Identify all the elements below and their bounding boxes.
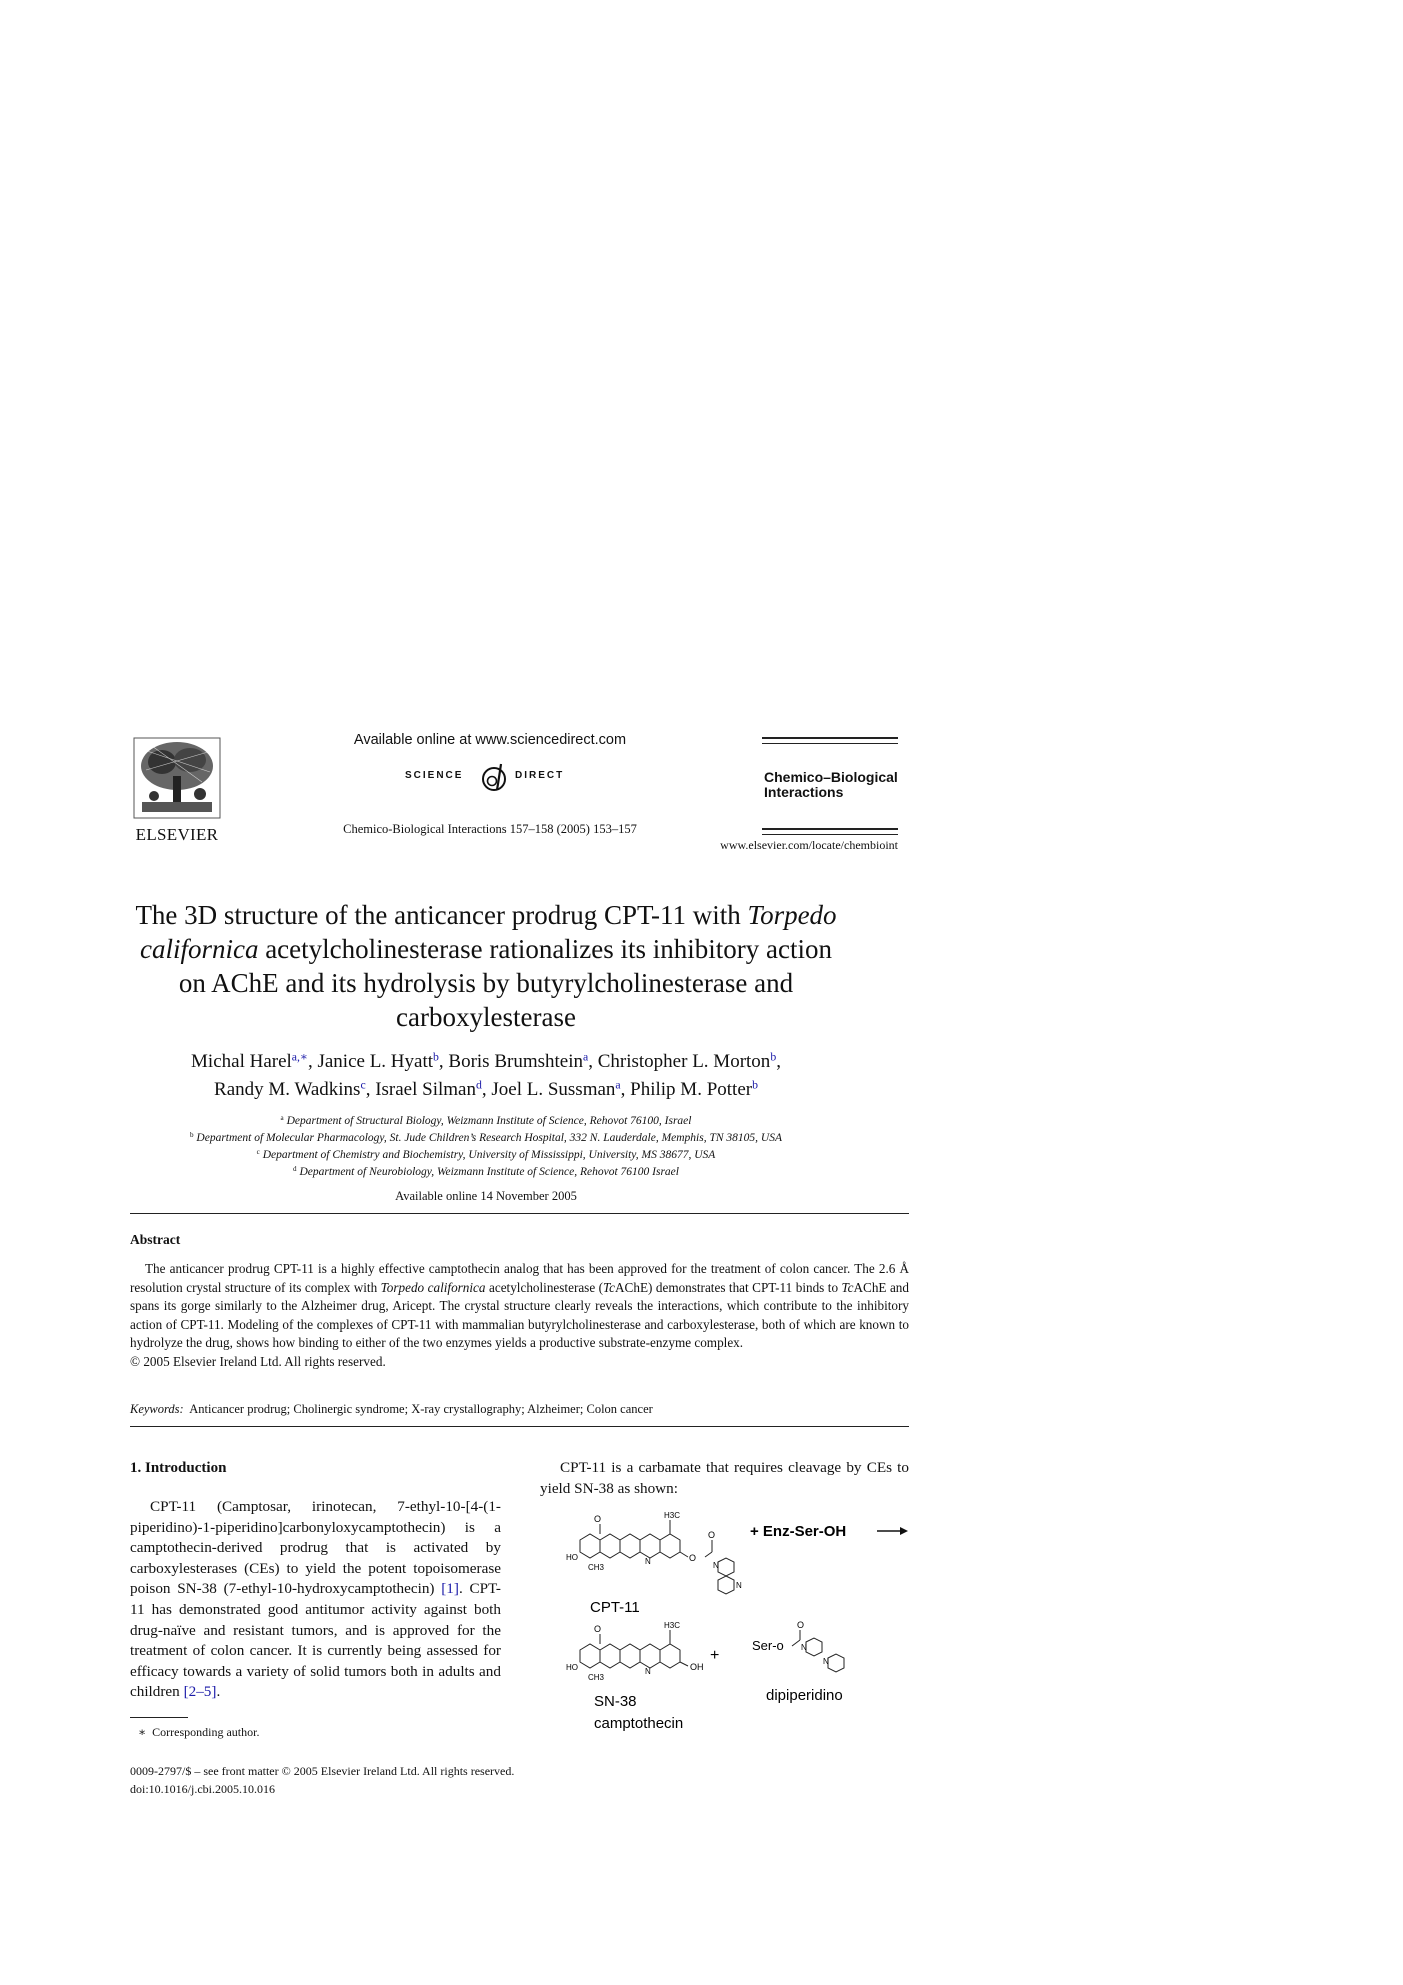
corresponding-author-footnote: ∗ Corresponding author. [138,1725,260,1739]
journal-name-line1: Chemico–Biological [764,769,898,785]
affiliation: $^a$ Department of Structural Biology, Weizmann Institute of Science, Rehovot 76100, Israel [280,1114,692,1127]
citation: Chemico-Biological Interactions 157–158 (2005) 153–157 [343,822,637,836]
sn38-structure [580,1630,688,1668]
atom-label: N [645,1667,651,1676]
sciencedirect-d-icon [477,760,511,794]
keywords [130,1402,653,1417]
sciencedirect-logo [405,760,595,794]
atom-label: O [689,1553,697,1563]
author[interactable]: Philip M. Potter$^b$ [630,1078,758,1100]
sciencedirect-right-text: DIRECT [515,770,565,781]
atom-label: CH3 [588,1673,605,1682]
author[interactable]: Israel Silman$^d$ [375,1078,482,1100]
atom-label: CH3 [588,1563,605,1572]
affiliation: $^c$ Department of Chemistry and Biochemistry, University of Mississippi, University, MS 38677, USA [256,1148,716,1161]
available-online-date: Available online 14 November 2005 [395,1189,577,1203]
sn38-label: SN-38 [594,1693,637,1710]
affiliation: $^b$ Department of Molecular Pharmacology, St. Jude Children’s Research Hospital, 332 N. Lauderdale, Memphis, TN 38105, USA [189,1131,783,1144]
dipiperidino-structure [792,1630,844,1672]
atom-label: N [713,1561,719,1570]
intro-right-paragraph: CPT-11 is a carbamate that requires cleavage by CEs to yield SN-38 as shown: [540,1459,909,1497]
citation-link[interactable]: [1] [441,1580,459,1598]
author[interactable]: Boris Brumshtein$^a$ [448,1050,589,1072]
elsevier-logo [132,736,222,844]
atom-label: O [797,1620,805,1630]
publisher-name: ELSEVIER [135,825,219,844]
ser-label: Ser-o [752,1638,784,1653]
author[interactable]: Joel L. Sussman$^a$ [491,1078,621,1100]
reaction-scheme [560,1500,920,1760]
journal-name-line2: Interactions [764,784,844,800]
dipiperidino-label: dipiperidino [766,1687,843,1704]
keywords-label: Keywords: [130,1402,184,1416]
keywords-list: Anticancer prodrug; Cholinergic syndrome; X-ray crystallography; Alzheimer; Colon cancer [189,1402,653,1416]
atom-label: O [594,1624,602,1634]
doi-line[interactable]: doi:10.1016/j.cbi.2005.10.016 [130,1782,275,1796]
sciencedirect-left-text: SCIENCE [405,770,464,781]
citation-link[interactable]: [2–5] [183,1683,217,1701]
author[interactable]: Christopher L. Morton$^b$ [597,1050,777,1072]
author[interactable]: Randy M. Wadkins$^c$ [214,1078,366,1100]
atom-label: N [645,1557,651,1566]
issn-line: 0009-2797/$ – see front matter © 2005 Elsevier Ireland Ltd. All rights reserved. [130,1764,515,1778]
abstract-heading: Abstract [130,1232,181,1247]
abstract-text: The anticancer prodrug CPT-11 is a highly effective camptothecin analog that has been approved for the treatment of colon cancer. The 2.6 Å resolution crystal structure of its complex with Torpedo californica acetylcholinesterase (TcAChE) demonstrates that CPT-11 binds to TcAChE and spans its gorge similarly to the Alzheimer drug, Aricept. The crystal structure clearly reveals the interactions, which contribute to the inhibitory action of CPT-11. Modeling of the complexes of CPT-11 with mammalian butyrylcholinesterase and carboxylesterase, both of which are known to hydrolyze the drug, shows how binding to either of the two enzymes yields a productive substrate-enzyme complex. © 2005 Elsevier Ireland Ltd. All rights reserved. [130,1260,909,1371]
atom-label: O [708,1530,716,1540]
author-list: Michal Harel$^{a,∗}$, Janice L. Hyatt$^b$, Boris Brumshtein$^a$, Christopher L. Morton$^b$, Randy M. Wadkins$^c$, Israel Silman$^d$, Joel L. Sussman$^a$, Philip M. Potter$^b$ [191,1050,781,1100]
atom-label: HO [566,1553,578,1562]
section-heading: 1. Introduction [130,1460,227,1476]
atom-label: OH [690,1662,704,1672]
atom-label: N [801,1643,807,1652]
atom-label: H3C [664,1621,681,1630]
available-online-text[interactable]: Available online at www.sciencedirect.com [353,732,627,748]
author[interactable]: Janice L. Hyatt$^b$ [317,1050,439,1072]
atom-label: N [736,1581,742,1590]
camptothecin-label: camptothecin [594,1715,684,1732]
atom-label: N [823,1657,829,1666]
plus-sign: + [710,1647,720,1664]
article-title: The 3D structure of the anticancer prodrug CPT-11 with Torpedo californica acetylcholinesterase rationalizes its inhibitory action on AChE and its hydrolysis by butyrylcholinesterase and carboxylesterase [135,900,837,1032]
author[interactable]: Michal Harel$^{a,∗}$ [191,1050,308,1072]
cpt11-label: CPT-11 [590,1599,640,1616]
reagent-label: + Enz-Ser-OH [750,1523,847,1540]
affiliation: $^d$ Department of Neurobiology, Weizmann Institute of Science, Rehovot 76100 Israel [293,1165,679,1178]
atom-label: HO [566,1663,578,1672]
atom-label: H3C [664,1511,681,1520]
journal-name [764,770,898,800]
atom-label: O [594,1514,602,1524]
intro-paragraph: CPT-11 (Camptosar, irinotecan, 7-ethyl-10-[4-(1-piperidino)-1-piperidino]carbonyloxycamptothecin) is a camptothecin-derived prodrug that is activated by carboxylesterases (CEs) to yield the potent topoisomerase poison SN-38 (7-ethyl-10-hydroxycamptothecin) [1]. CPT-11 has demonstrated good antitumor activity against both drug-naïve and resistant tumors, and is approved for the treatment of colon cancer. It is currently being assessed for efficacy towards a variety of solid tumors both in adults and children [2–5]. [130,1498,501,1701]
copyright: © 2005 Elsevier Ireland Ltd. All rights reserved. [130,1353,386,1369]
elsevier-tree-icon [132,736,222,820]
journal-url[interactable]: www.elsevier.com/locate/chembioint [720,838,898,852]
arrow-head-icon [900,1527,908,1535]
